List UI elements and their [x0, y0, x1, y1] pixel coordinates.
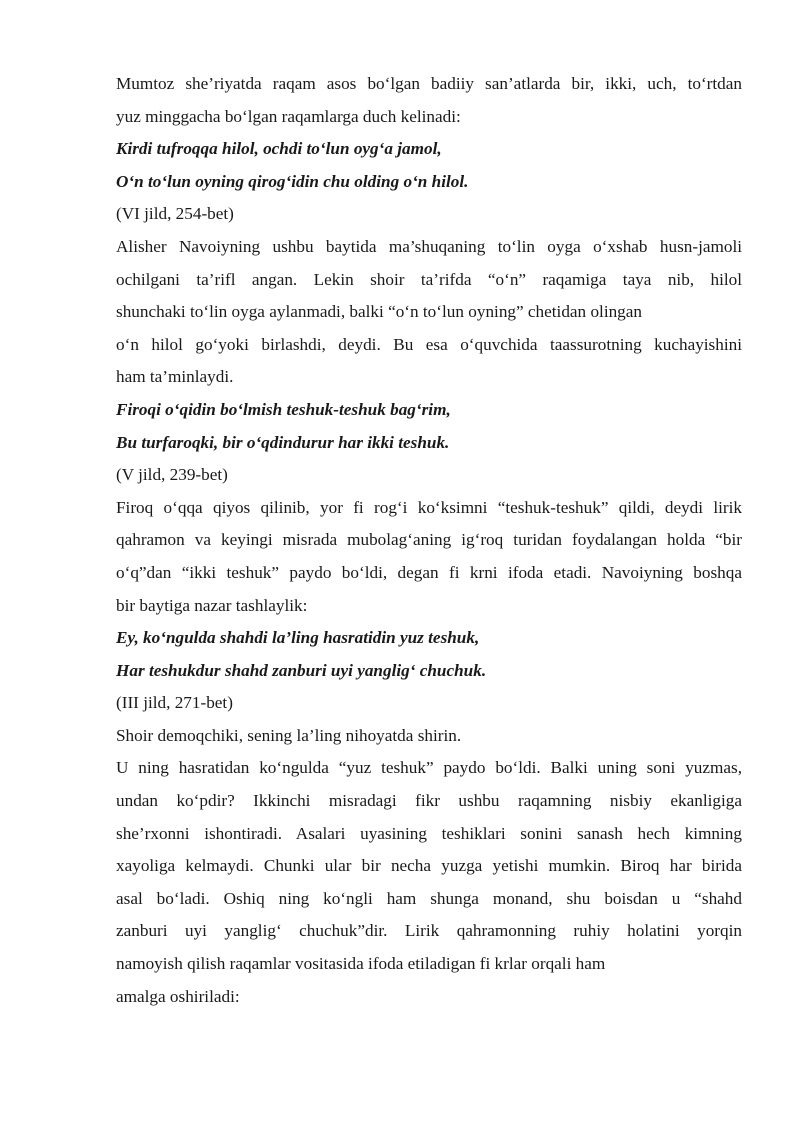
- poem-verse: Bu turfaroqki, bir o‘qdindurur har ikki teshuk.: [116, 432, 450, 452]
- body-line: amalga oshiriladi:: [116, 986, 240, 1006]
- citation: (III jild, 271-bet): [116, 693, 233, 713]
- body-line: o‘n hilol go‘yoki birlashdi, deydi. Bu esa o‘quvchida taassurotning kuchayishini: [116, 334, 742, 354]
- body-line: namoyish qilish raqamlar vositasida ifoda etiladigan fi krlar orqali ham: [116, 954, 606, 974]
- body-line: zanburi uyi yanglig‘ chuchuk”dir. Lirik qahramonning ruhiy holatini yorqin: [116, 921, 742, 941]
- citation: (VI jild, 254-bet): [116, 204, 234, 224]
- body-line: asal bo‘ladi. Oshiq ning ko‘ngli ham shunga monand, shu boisdan u “shahd: [116, 888, 742, 908]
- citation: (V jild, 239-bet): [116, 465, 228, 485]
- body-line: she’rxonni ishontiradi. Asalari uyasining teshiklari sonini sanash hech kimning: [116, 823, 742, 843]
- poem-verse: Kirdi tufroqqa hilol, ochdi to‘lun oyg‘a jamol,: [116, 139, 442, 159]
- body-line: shunchaki to‘lin oyga aylanmadi, balki “o‘n to‘lun oyning” chetidan olingan: [116, 302, 642, 322]
- poem-verse: Ey, ko‘ngulda shahdi la’ling hasratidin yuz teshuk,: [116, 628, 480, 648]
- body-line: ochilgani ta’rifl angan. Lekin shoir ta’rifda “o‘n” raqamiga taya nib, hilol: [116, 269, 742, 289]
- body-line: yuz minggacha bo‘lgan raqamlarga duch kelinadi:: [116, 106, 461, 126]
- body-line: ham ta’minlaydi.: [116, 367, 234, 387]
- body-line: U ning hasratidan ko‘ngulda “yuz teshuk” paydo bo‘ldi. Balki uning soni yuzmas,: [116, 758, 742, 778]
- poem-verse: O‘n to‘lun oyning qirog‘idin chu olding o‘n hilol.: [116, 171, 469, 191]
- body-line: Mumtoz she’riyatda raqam asos bo‘lgan badiiy san’atlarda bir, ikki, uch, to‘rtdan: [116, 74, 742, 93]
- poem-verse: Har teshukdur shahd zanburi uyi yanglig‘ chuchuk.: [116, 660, 487, 680]
- poem-verse: Firoqi o‘qidin bo‘lmish teshuk-teshuk bag‘rim,: [116, 399, 451, 419]
- body-line: xayoliga kelmaydi. Chunki ular bir necha yuzga yetishi mumkin. Biroq har birida: [116, 856, 742, 876]
- body-line: bir baytiga nazar tashlaylik:: [116, 595, 308, 615]
- body-line: undan ko‘pdir? Ikkinchi misradagi fikr ushbu raqamning nisbiy ekanligiga: [116, 791, 742, 811]
- body-line: Alisher Navoiyning ushbu baytida ma’shuqaning to‘lin oyga o‘xshab husn-jamoli: [116, 236, 742, 256]
- body-line: Shoir demoqchiki, sening la’ling nihoyatda shirin.: [116, 725, 462, 745]
- text-body: [116, 68, 742, 1013]
- body-line: Firoq o‘qqa qiyos qilinib, yor fi rog‘i ko‘ksimni “teshuk-teshuk” qildi, deydi lirik: [116, 497, 742, 517]
- body-line: qahramon va keyingi misrada mubolag‘aning ig‘roq turidan foydalangan holda “bir: [116, 530, 742, 550]
- body-line: o‘q”dan “ikki teshuk” paydo bo‘ldi, degan fi krni ifoda etadi. Navoiyning boshqa: [116, 562, 742, 582]
